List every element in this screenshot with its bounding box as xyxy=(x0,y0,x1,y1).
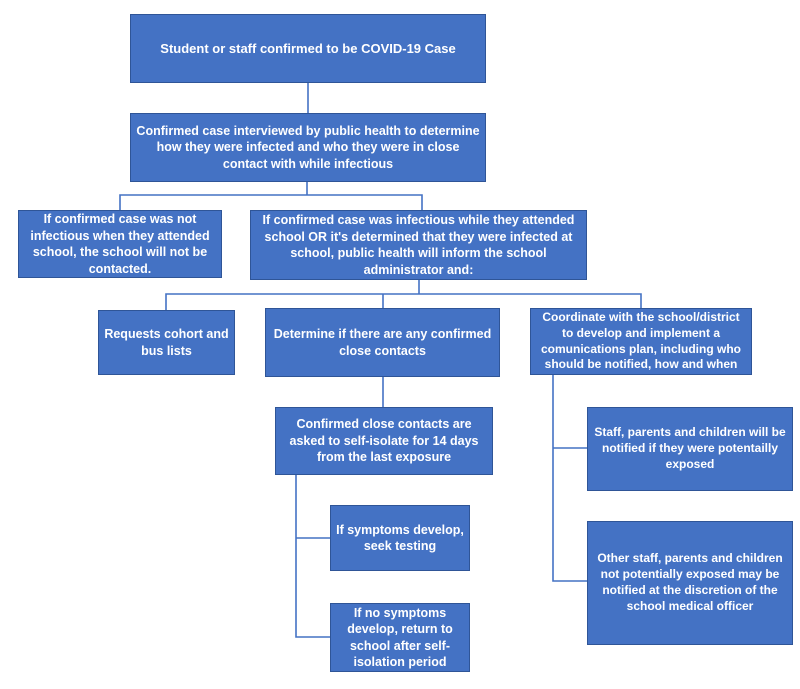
connector-infectious-branch xyxy=(166,280,641,310)
flowchart-node-self-isolate: Confirmed close contacts are asked to self-isolate for 14 days from the last exposure xyxy=(275,407,493,475)
flowchart-node-determine-close-contacts: Determine if there are any confirmed close contacts xyxy=(265,308,500,377)
flowchart-node-coordinate-communications: Coordinate with the school/district to develop and implement a comunications plan, including who should be notified, how and when xyxy=(530,308,752,375)
connector-coordinate-branch xyxy=(553,375,587,581)
connector-isolate-branch xyxy=(296,475,330,637)
flowchart-node-notify-potentially-exposed: Staff, parents and children will be notified if they were potentailly exposed xyxy=(587,407,793,491)
flowchart-node-infectious-at-school: If confirmed case was infectious while they attended school OR it's determined that they were infected at school, public health will inform the school administrator and: xyxy=(250,210,587,280)
flowchart-node-symptoms-seek-testing: If symptoms develop, seek testing xyxy=(330,505,470,571)
flowchart-node-no-symptoms-return: If no symptoms develop, return to school after self-isolation period xyxy=(330,603,470,672)
flowchart-node-notify-others-discretion: Other staff, parents and children not potentially exposed may be notified at the discretion of the school medical officer xyxy=(587,521,793,645)
connector-interview-branch xyxy=(120,182,422,210)
flowchart-node-confirmed-case: Student or staff confirmed to be COVID-19 Case xyxy=(130,14,486,83)
flowchart-node-public-health-interview: Confirmed case interviewed by public health to determine how they were infected and who they were in close contact with while infectious xyxy=(130,113,486,182)
flowchart-node-requests-cohort: Requests cohort and bus lists xyxy=(98,310,235,375)
flowchart-node-not-infectious: If confirmed case was not infectious when they attended school, the school will not be contacted. xyxy=(18,210,222,278)
